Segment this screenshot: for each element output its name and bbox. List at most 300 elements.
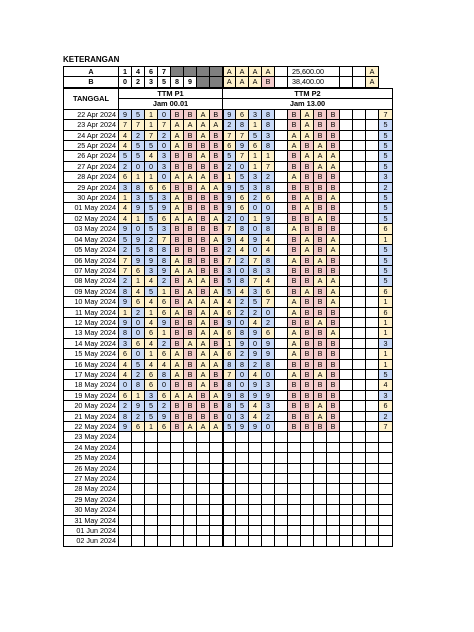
table-row xyxy=(64,432,393,442)
p1-digit: 7 xyxy=(119,120,132,130)
date-cell: 06 May 2024 xyxy=(64,255,119,265)
p1-digit: 4 xyxy=(119,130,132,140)
p1-letter: B xyxy=(210,161,223,171)
p1-letter: A xyxy=(197,349,210,359)
p1-letter: A xyxy=(184,265,197,275)
p2-letter: B xyxy=(314,359,327,369)
p1-digit: 7 xyxy=(158,234,171,244)
empty-cell xyxy=(340,515,353,525)
p1-digit: 2 xyxy=(158,130,171,140)
table-row xyxy=(64,442,393,452)
p1-digit: 3 xyxy=(158,161,171,171)
empty-cell xyxy=(353,380,366,390)
p1-digit: 0 xyxy=(132,161,145,171)
p1-letter: B xyxy=(210,317,223,327)
empty-cell xyxy=(197,432,210,442)
empty-cell xyxy=(275,297,288,307)
p2-digit: 0 xyxy=(249,338,262,348)
empty-cell xyxy=(301,474,314,484)
result-digit: 1 xyxy=(379,297,393,307)
p1-digit: 8 xyxy=(158,369,171,379)
date-cell: 28 Apr 2024 xyxy=(64,172,119,182)
table-row xyxy=(64,203,393,213)
empty-cell xyxy=(197,484,210,494)
empty-cell xyxy=(353,484,366,494)
p1-letter: A xyxy=(171,390,184,400)
empty-cell xyxy=(158,536,171,546)
empty-cell xyxy=(184,484,197,494)
p1-letter: A xyxy=(210,390,223,400)
empty-cell xyxy=(314,515,327,525)
p2-letter: B xyxy=(327,213,340,223)
p2-digit: 8 xyxy=(262,109,275,119)
empty-cell xyxy=(314,494,327,504)
p2-digit: 6 xyxy=(262,286,275,296)
legend-label: A xyxy=(64,67,119,77)
p1-digit: 6 xyxy=(145,182,158,192)
p2-letter: B xyxy=(288,390,301,400)
p2-digit: 0 xyxy=(249,245,262,255)
p1-digit: 2 xyxy=(119,276,132,286)
p2-digit: 1 xyxy=(223,172,236,182)
p2-digit: 1 xyxy=(223,338,236,348)
legend-digit: 8 xyxy=(171,77,184,87)
empty-cell xyxy=(353,245,366,255)
date-cell: 26 May 2024 xyxy=(64,463,119,473)
empty-cell xyxy=(210,442,223,452)
legend-letter: A xyxy=(236,67,249,77)
p1-letter: A xyxy=(210,234,223,244)
p2-letter: A xyxy=(327,276,340,286)
p2-digit: 0 xyxy=(236,369,249,379)
p1-digit: 5 xyxy=(145,203,158,213)
p1-letter: A xyxy=(210,297,223,307)
p1-letter: A xyxy=(197,172,210,182)
p1-digit: 2 xyxy=(132,411,145,421)
p1-digit: 8 xyxy=(132,182,145,192)
empty-cell xyxy=(171,463,184,473)
p2-letter: B xyxy=(288,245,301,255)
date-cell: 13 May 2024 xyxy=(64,328,119,338)
p1-digit: 9 xyxy=(119,422,132,432)
empty-cell xyxy=(275,494,288,504)
p1-letter: B xyxy=(171,161,184,171)
empty-cell xyxy=(145,463,158,473)
empty-cell xyxy=(275,390,288,400)
p1-letter: A xyxy=(197,317,210,327)
p1-digit: 0 xyxy=(158,141,171,151)
table-row xyxy=(64,359,393,369)
empty-cell xyxy=(353,505,366,515)
p1-digit: 5 xyxy=(145,401,158,411)
empty-cell xyxy=(366,297,379,307)
result-digit: 5 xyxy=(379,120,393,130)
p1-digit: 2 xyxy=(132,369,145,379)
p2-letter: B xyxy=(314,265,327,275)
empty-cell xyxy=(366,120,379,130)
p2-letter: A xyxy=(301,286,314,296)
p2-letter: A xyxy=(301,193,314,203)
p1-letter: A xyxy=(184,338,197,348)
empty-cell xyxy=(301,484,314,494)
empty-cell xyxy=(119,526,132,536)
empty-cell xyxy=(184,505,197,515)
p2-letter: A xyxy=(314,411,327,421)
result-digit: 7 xyxy=(379,422,393,432)
empty-cell xyxy=(275,224,288,234)
tanggal-header: TANGGAL xyxy=(64,89,119,110)
table-row xyxy=(64,213,393,223)
p2-digit: 4 xyxy=(249,411,262,421)
p2-digit: 8 xyxy=(223,380,236,390)
p2-letter: B xyxy=(288,401,301,411)
p1-letter: B xyxy=(184,328,197,338)
p2-digit: 3 xyxy=(236,411,249,421)
p2-digit: 8 xyxy=(262,141,275,151)
legend-letter: A xyxy=(223,77,236,87)
date-cell: 25 May 2024 xyxy=(64,453,119,463)
p1-letter: A xyxy=(171,349,184,359)
empty-cell xyxy=(366,109,379,119)
p1-letter: A xyxy=(210,349,223,359)
empty-cell xyxy=(288,442,301,452)
result-digit: 5 xyxy=(379,213,393,223)
p1-letter: B xyxy=(210,130,223,140)
empty-cell xyxy=(353,193,366,203)
p2-letter: B xyxy=(314,349,327,359)
empty-cell xyxy=(340,526,353,536)
p1-letter: B xyxy=(171,151,184,161)
empty-cell xyxy=(379,536,393,546)
p1-letter: B xyxy=(210,411,223,421)
p1-letter: B xyxy=(171,401,184,411)
empty-cell xyxy=(210,505,223,515)
empty-cell xyxy=(366,172,379,182)
empty-cell xyxy=(197,494,210,504)
p1-digit: 6 xyxy=(158,390,171,400)
p2-digit: 0 xyxy=(249,224,262,234)
result-digit: 6 xyxy=(379,307,393,317)
p1-letter: A xyxy=(197,369,210,379)
empty-cell xyxy=(197,474,210,484)
empty-cell xyxy=(119,442,132,452)
empty-cell xyxy=(236,505,249,515)
p1-letter: A xyxy=(197,307,210,317)
p1-digit: 6 xyxy=(145,380,158,390)
empty-cell xyxy=(171,505,184,515)
p1-time: Jam 00.01 xyxy=(119,99,223,109)
p1-letter: B xyxy=(197,265,210,275)
p2-letter: B xyxy=(314,182,327,192)
p2-digit: 0 xyxy=(262,422,275,432)
p1-digit: 6 xyxy=(158,182,171,192)
p2-letter: B xyxy=(301,369,314,379)
p1-letter: A xyxy=(171,193,184,203)
p1-letter: B xyxy=(197,213,210,223)
p1-letter: B xyxy=(184,349,197,359)
empty-cell xyxy=(132,442,145,452)
p2-letter: A xyxy=(288,224,301,234)
result-digit: 3 xyxy=(379,390,393,400)
p1-letter: A xyxy=(210,307,223,317)
empty-cell xyxy=(379,505,393,515)
p2-digit: 8 xyxy=(223,359,236,369)
empty-cell xyxy=(275,380,288,390)
empty-cell xyxy=(184,463,197,473)
empty-cell xyxy=(379,526,393,536)
table-row xyxy=(64,109,393,119)
p1-digit: 3 xyxy=(132,193,145,203)
empty-cell xyxy=(262,515,275,525)
empty-cell xyxy=(366,328,379,338)
p1-letter: A xyxy=(171,213,184,223)
p1-letter: A xyxy=(171,359,184,369)
empty-cell xyxy=(379,463,393,473)
empty-cell xyxy=(249,526,262,536)
table-row xyxy=(64,161,393,171)
empty-cell xyxy=(158,432,171,442)
p2-digit: 3 xyxy=(249,182,262,192)
p2-letter: A xyxy=(288,297,301,307)
empty-cell xyxy=(353,453,366,463)
table-row xyxy=(64,505,393,515)
p2-digit: 6 xyxy=(223,307,236,317)
empty-cell xyxy=(366,338,379,348)
empty-cell xyxy=(353,151,366,161)
p2-letter: A xyxy=(288,130,301,140)
empty-cell xyxy=(171,484,184,494)
p1-digit: 2 xyxy=(119,401,132,411)
empty-cell xyxy=(288,526,301,536)
p1-letter: A xyxy=(210,359,223,369)
empty-cell xyxy=(275,307,288,317)
p1-letter: B xyxy=(210,245,223,255)
empty-cell xyxy=(301,494,314,504)
empty-cell xyxy=(314,463,327,473)
empty-cell xyxy=(353,401,366,411)
result-digit: 3 xyxy=(379,172,393,182)
p2-letter: B xyxy=(301,338,314,348)
p1-digit: 3 xyxy=(119,338,132,348)
empty-cell xyxy=(366,151,379,161)
p1-letter: B xyxy=(184,317,197,327)
p1-letter: A xyxy=(210,120,223,130)
empty-cell xyxy=(275,515,288,525)
empty-cell xyxy=(340,297,353,307)
empty-cell xyxy=(171,536,184,546)
p2-letter: A xyxy=(314,276,327,286)
empty-cell xyxy=(314,432,327,442)
empty-cell xyxy=(314,453,327,463)
empty-cell xyxy=(210,536,223,546)
p2-letter: B xyxy=(301,265,314,275)
empty-cell xyxy=(275,245,288,255)
p1-letter: B xyxy=(197,161,210,171)
legend-digit: 2 xyxy=(132,77,145,87)
table-row xyxy=(64,255,393,265)
p1-letter: B xyxy=(171,182,184,192)
p2-digit: 9 xyxy=(262,338,275,348)
legend-digit: 5 xyxy=(158,77,171,87)
p2-digit: 6 xyxy=(249,141,262,151)
p2-digit: 8 xyxy=(262,224,275,234)
p2-digit: 9 xyxy=(236,422,249,432)
empty-cell xyxy=(145,453,158,463)
table-row xyxy=(64,401,393,411)
p1-digit: 6 xyxy=(132,265,145,275)
result-digit: 5 xyxy=(379,245,393,255)
p1-letter: B xyxy=(197,224,210,234)
date-cell: 27 Apr 2024 xyxy=(64,161,119,171)
empty-cell xyxy=(340,130,353,140)
empty-cell xyxy=(158,474,171,484)
empty-cell xyxy=(145,432,158,442)
empty-cell xyxy=(353,182,366,192)
empty-cell xyxy=(275,182,288,192)
p1-digit: 9 xyxy=(119,109,132,119)
p1-digit: 2 xyxy=(158,338,171,348)
p1-digit: 9 xyxy=(119,224,132,234)
p2-digit: 4 xyxy=(249,317,262,327)
legend-letter: A xyxy=(249,77,262,87)
empty-cell xyxy=(119,453,132,463)
p2-letter: A xyxy=(314,401,327,411)
p1-letter: B xyxy=(184,151,197,161)
p2-digit: 2 xyxy=(236,297,249,307)
empty-cell xyxy=(301,453,314,463)
p1-digit: 2 xyxy=(158,276,171,286)
p2-letter: A xyxy=(301,130,314,140)
empty-cell xyxy=(353,411,366,421)
empty-cell xyxy=(340,474,353,484)
p2-letter: A xyxy=(314,317,327,327)
result-digit: 5 xyxy=(379,255,393,265)
empty-cell xyxy=(275,505,288,515)
p1-digit: 4 xyxy=(145,359,158,369)
p2-digit: 2 xyxy=(262,317,275,327)
p2-digit: 7 xyxy=(223,369,236,379)
p1-digit: 4 xyxy=(119,369,132,379)
p1-digit: 1 xyxy=(132,213,145,223)
p2-letter: A xyxy=(327,161,340,171)
legend-label: B xyxy=(64,77,119,87)
p1-letter: B xyxy=(171,276,184,286)
empty-cell xyxy=(327,494,340,504)
p2-letter: B xyxy=(301,349,314,359)
p2-letter: B xyxy=(327,141,340,151)
p2-digit: 2 xyxy=(249,307,262,317)
p1-digit: 5 xyxy=(132,151,145,161)
empty-cell xyxy=(275,161,288,171)
p2-digit: 3 xyxy=(249,286,262,296)
p2-digit: 9 xyxy=(223,390,236,400)
table-row xyxy=(64,484,393,494)
p2-digit: 9 xyxy=(236,338,249,348)
p1-letter: A xyxy=(210,182,223,192)
empty-cell xyxy=(366,307,379,317)
p2-digit: 1 xyxy=(249,213,262,223)
p2-letter: B xyxy=(301,307,314,317)
empty-cell xyxy=(366,349,379,359)
p1-letter: B xyxy=(171,338,184,348)
p2-digit: 3 xyxy=(262,130,275,140)
p1-digit: 5 xyxy=(145,193,158,203)
result-digit: 5 xyxy=(379,203,393,213)
p1-letter: B xyxy=(184,109,197,119)
empty-cell xyxy=(275,422,288,432)
p2-letter: B xyxy=(301,401,314,411)
table-row xyxy=(64,172,393,182)
p2-digit: 0 xyxy=(262,369,275,379)
p2-letter: B xyxy=(288,213,301,223)
p1-letter: B xyxy=(171,286,184,296)
p2-digit: 9 xyxy=(223,109,236,119)
p2-letter: A xyxy=(327,193,340,203)
p2-letter: B xyxy=(327,338,340,348)
empty-cell xyxy=(158,505,171,515)
p1-digit: 2 xyxy=(132,307,145,317)
p1-letter: A xyxy=(184,172,197,182)
p2-letter: B xyxy=(301,213,314,223)
legend-digit: 3 xyxy=(145,77,158,87)
empty-cell xyxy=(158,515,171,525)
p2-letter: B xyxy=(288,151,301,161)
p2-letter: B xyxy=(288,276,301,286)
p2-letter: B xyxy=(327,182,340,192)
p1-digit: 5 xyxy=(145,224,158,234)
empty-cell xyxy=(366,234,379,244)
empty-cell xyxy=(288,453,301,463)
p1-letter: B xyxy=(184,307,197,317)
empty-cell xyxy=(301,515,314,525)
p1-digit: 4 xyxy=(145,338,158,348)
p2-digit: 2 xyxy=(223,245,236,255)
p2-letter: B xyxy=(327,130,340,140)
empty-cell xyxy=(366,411,379,421)
p1-digit: 8 xyxy=(119,411,132,421)
empty-cell xyxy=(366,390,379,400)
empty-cell xyxy=(197,536,210,546)
p1-digit: 0 xyxy=(145,161,158,171)
p1-digit: 8 xyxy=(158,245,171,255)
p2-letter: A xyxy=(288,255,301,265)
p2-digit: 3 xyxy=(262,401,275,411)
empty-cell xyxy=(340,203,353,213)
p2-digit: 0 xyxy=(236,317,249,327)
p1-letter: B xyxy=(210,380,223,390)
empty-cell xyxy=(366,276,379,286)
p2-digit: 0 xyxy=(262,307,275,317)
result-digit: 1 xyxy=(379,359,393,369)
p2-digit: 2 xyxy=(249,359,262,369)
p2-digit: 5 xyxy=(249,297,262,307)
p2-digit: 0 xyxy=(236,380,249,390)
table-row xyxy=(64,130,393,140)
p1-letter: A xyxy=(197,120,210,130)
date-cell: 24 May 2024 xyxy=(64,442,119,452)
p1-letter: B xyxy=(210,141,223,151)
p2-digit: 2 xyxy=(236,349,249,359)
p1-digit: 4 xyxy=(119,141,132,151)
empty-cell xyxy=(366,130,379,140)
legend-empty xyxy=(353,67,366,77)
empty-cell xyxy=(340,432,353,442)
empty-cell xyxy=(275,463,288,473)
date-cell: 09 May 2024 xyxy=(64,286,119,296)
table-row xyxy=(64,536,393,546)
empty-cell xyxy=(340,120,353,130)
table-row xyxy=(64,141,393,151)
